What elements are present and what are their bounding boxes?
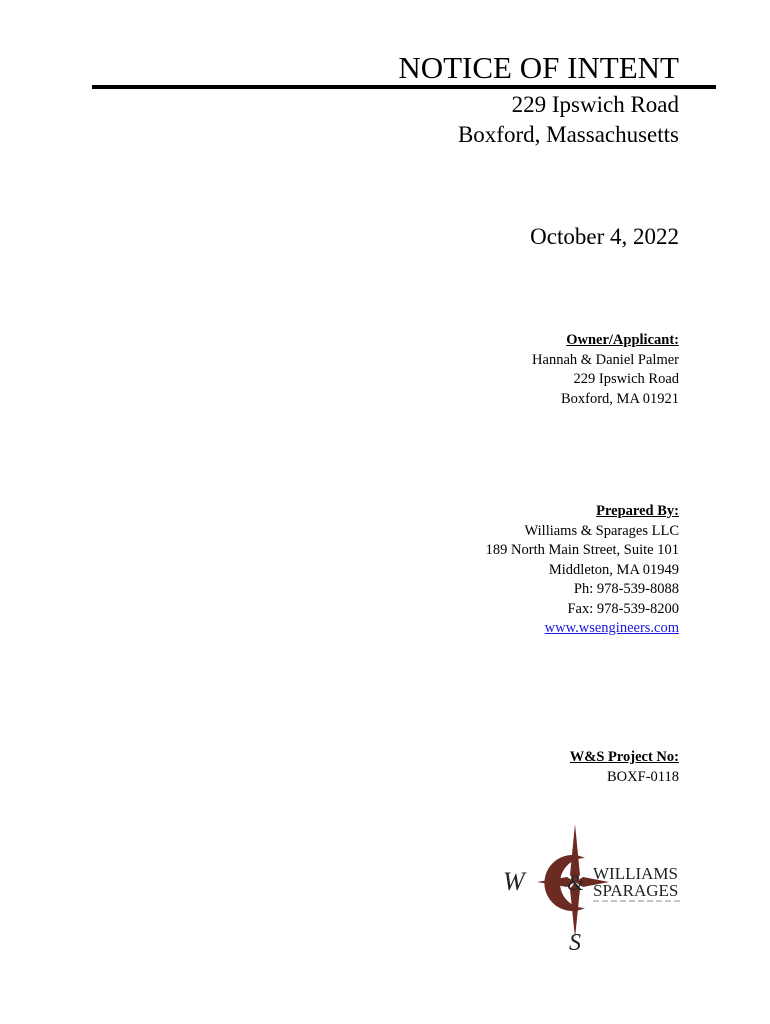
- site-address: [458, 90, 679, 150]
- logo-letter-w: W: [503, 867, 525, 896]
- website-link[interactable]: www.wsengineers.com: [544, 620, 679, 636]
- project-number: BOXF-0118: [607, 768, 679, 785]
- owner-street: 229 Ipswich Road: [573, 371, 679, 387]
- prepared-fax: Fax: 978-539-8200: [567, 600, 679, 617]
- prepared-heading: Prepared By:: [596, 503, 679, 519]
- project-block: [570, 748, 679, 787]
- prepared-street: 189 North Main Street, Suite 101: [485, 542, 679, 558]
- prepared-company: Williams & Sparages LLC: [524, 522, 679, 539]
- address-line1: 229 Ipswich Road: [511, 92, 679, 117]
- prepared-city: Middleton, MA 01949: [548, 561, 679, 578]
- title-rule: [92, 85, 716, 89]
- logo-ampersand: &: [567, 870, 585, 895]
- logo-name-line2: SPARAGES: [593, 881, 679, 900]
- owner-block: [532, 331, 679, 409]
- logo-name-line1: WILLIAMS: [593, 864, 678, 883]
- document-date: October 4, 2022: [530, 224, 679, 249]
- address-line2: Boxford, Massachusetts: [457, 122, 679, 147]
- prepared-by-block: [486, 502, 679, 639]
- company-logo: [497, 820, 697, 960]
- owner-name: Hannah & Daniel Palmer: [532, 351, 679, 368]
- project-heading: W&S Project No:: [569, 749, 679, 765]
- logo-letter-s: S: [569, 930, 581, 956]
- owner-city: Boxford, MA 01921: [560, 390, 679, 407]
- document-title: NOTICE OF INTENT: [398, 50, 679, 85]
- owner-heading: Owner/Applicant:: [566, 332, 679, 348]
- prepared-phone: Ph: 978-539-8088: [573, 581, 679, 597]
